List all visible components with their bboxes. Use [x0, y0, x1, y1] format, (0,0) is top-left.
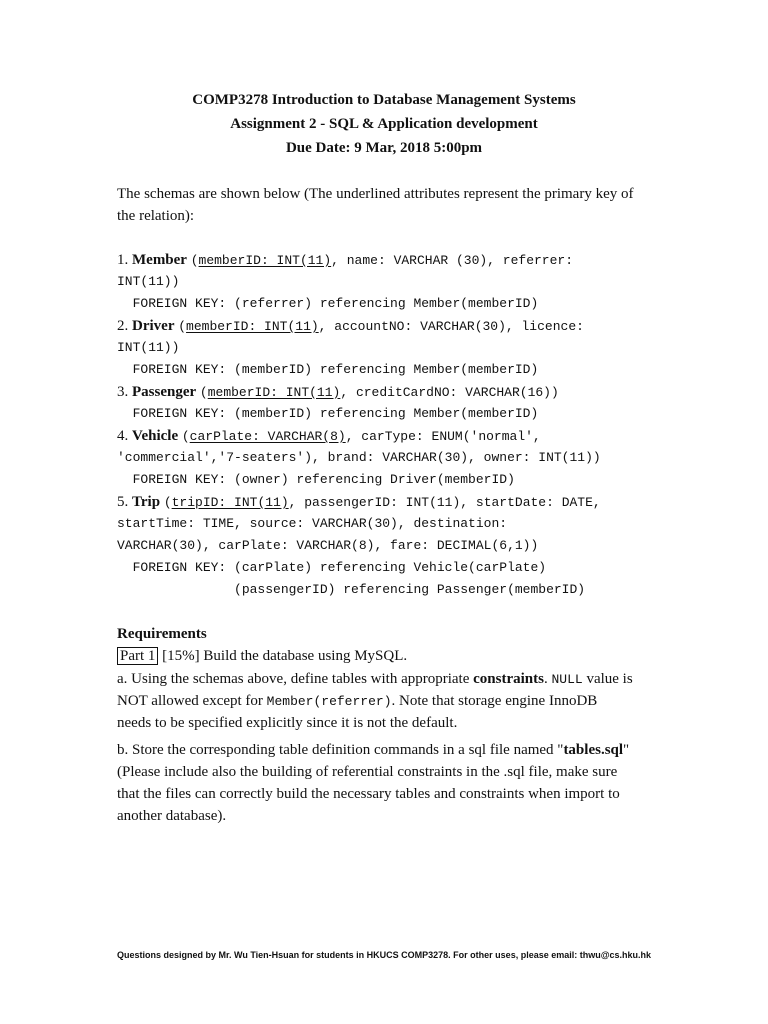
attributes: , passengerID: INT(11), startDate: DATE,	[288, 495, 601, 510]
text-run: .	[543, 671, 552, 687]
text-run: . Note that storage engine InnoDB	[391, 693, 598, 709]
schema-vehicle	[117, 425, 541, 448]
schema-number: 3.	[117, 384, 129, 400]
attributes: , creditCardNO: VARCHAR(16))	[340, 385, 559, 400]
document-header	[0, 88, 768, 160]
schema-member-fk: FOREIGN KEY: (referrer) referencing Member(memberID)	[117, 296, 539, 311]
schema-vehicle-fk: FOREIGN KEY: (owner) referencing Driver(memberID)	[117, 472, 515, 487]
intro-line-2: the relation):	[117, 208, 195, 224]
primary-key: tripID: INT(11)	[171, 495, 289, 510]
schema-passenger	[117, 381, 559, 404]
req-a-line-3: needs to be specified explicitly since it is not the default.	[117, 715, 458, 731]
attributes: , name: VARCHAR (30), referrer:	[331, 253, 573, 268]
schema-number: 5.	[117, 494, 129, 510]
text-run: NOT allowed except for	[117, 693, 267, 709]
null-keyword: NULL	[551, 672, 583, 687]
req-b-line-4: another database).	[117, 808, 227, 824]
attributes: , accountNO: VARCHAR(30), licence:	[318, 319, 584, 334]
schema-trip	[117, 491, 601, 514]
schema-passenger-fk: FOREIGN KEY: (memberID) referencing Member(memberID)	[117, 406, 539, 421]
requirements-heading: Requirements	[117, 626, 207, 642]
text-run: value is	[582, 671, 633, 687]
course-title: COMP3278 Introduction to Database Management Systems	[192, 92, 576, 108]
schema-vehicle-cont: 'commercial','7-seaters'), brand: VARCHAR(30), owner: INT(11))	[117, 450, 601, 465]
attributes: , carType: ENUM('normal',	[345, 429, 541, 444]
schema-number: 1.	[117, 252, 129, 268]
text-run: "	[623, 742, 630, 758]
schema-number: 2.	[117, 318, 129, 334]
req-a-line-2	[117, 690, 597, 713]
req-b-line-1	[117, 739, 629, 761]
part-label: Part 1	[117, 647, 158, 665]
relation-name: Member	[132, 252, 187, 268]
primary-key: carPlate: VARCHAR(8)	[189, 429, 346, 444]
paren-open: (	[163, 495, 172, 510]
primary-key: memberID: INT(11)	[207, 385, 341, 400]
primary-key: memberID: INT(11)	[186, 319, 319, 334]
schema-trip-fk-2: (passengerID) referencing Passenger(memberID)	[117, 582, 586, 597]
due-date: Due Date: 9 Mar, 2018 5:00pm	[285, 140, 483, 156]
primary-key: memberID: INT(11)	[198, 253, 332, 268]
paren-open: (	[178, 319, 187, 334]
member-referrer-code: Member(referrer)	[266, 694, 392, 709]
file-name: tables.sql	[563, 742, 624, 758]
part-1-line	[117, 645, 407, 667]
assignment-title: Assignment 2 - SQL & Application development	[230, 116, 538, 132]
schema-driver-fk: FOREIGN KEY: (memberID) referencing Member(memberID)	[117, 362, 539, 377]
paren-open: (	[190, 253, 199, 268]
paren-open: (	[199, 385, 208, 400]
schema-member	[117, 249, 573, 272]
req-b-line-2: (Please include also the building of referential constraints in the .sql file, make sure	[117, 764, 618, 780]
relation-name: Trip	[132, 494, 161, 510]
req-b-line-3: that the files can correctly build the necessary tables and constraints when import to	[117, 786, 620, 802]
schema-member-cont: INT(11))	[117, 274, 180, 289]
constraints-emphasis: constraints	[473, 671, 544, 687]
schema-driver	[117, 315, 584, 338]
page-footer: Questions designed by Mr. Wu Tien-Hsuan for students in HKUCS COMP3278. For other uses, please email: thwu@cs.hku.hk	[116, 950, 652, 960]
schema-trip-cont-1: startTime: TIME, source: VARCHAR(30), destination:	[117, 516, 508, 531]
schema-trip-cont-2: VARCHAR(30), carPlate: VARCHAR(8), fare: DECIMAL(6,1))	[117, 538, 539, 553]
text-run: b. Store the corresponding table definition commands in a sql file named "	[117, 742, 564, 758]
relation-name: Vehicle	[132, 428, 179, 444]
intro-line-1: The schemas are shown below (The underlined attributes represent the primary key of	[117, 186, 634, 202]
relation-name: Passenger	[132, 384, 197, 400]
part-description: [15%] Build the database using MySQL.	[158, 648, 408, 664]
req-a-line-1	[117, 668, 633, 691]
relation-name: Driver	[132, 318, 175, 334]
text-run: a. Using the schemas above, define tables with appropriate	[117, 671, 474, 687]
schema-trip-fk-1: FOREIGN KEY: (carPlate) referencing Vehicle(carPlate)	[117, 560, 547, 575]
schema-number: 4.	[117, 428, 129, 444]
schema-driver-cont: INT(11))	[117, 340, 180, 355]
paren-open: (	[181, 429, 190, 444]
